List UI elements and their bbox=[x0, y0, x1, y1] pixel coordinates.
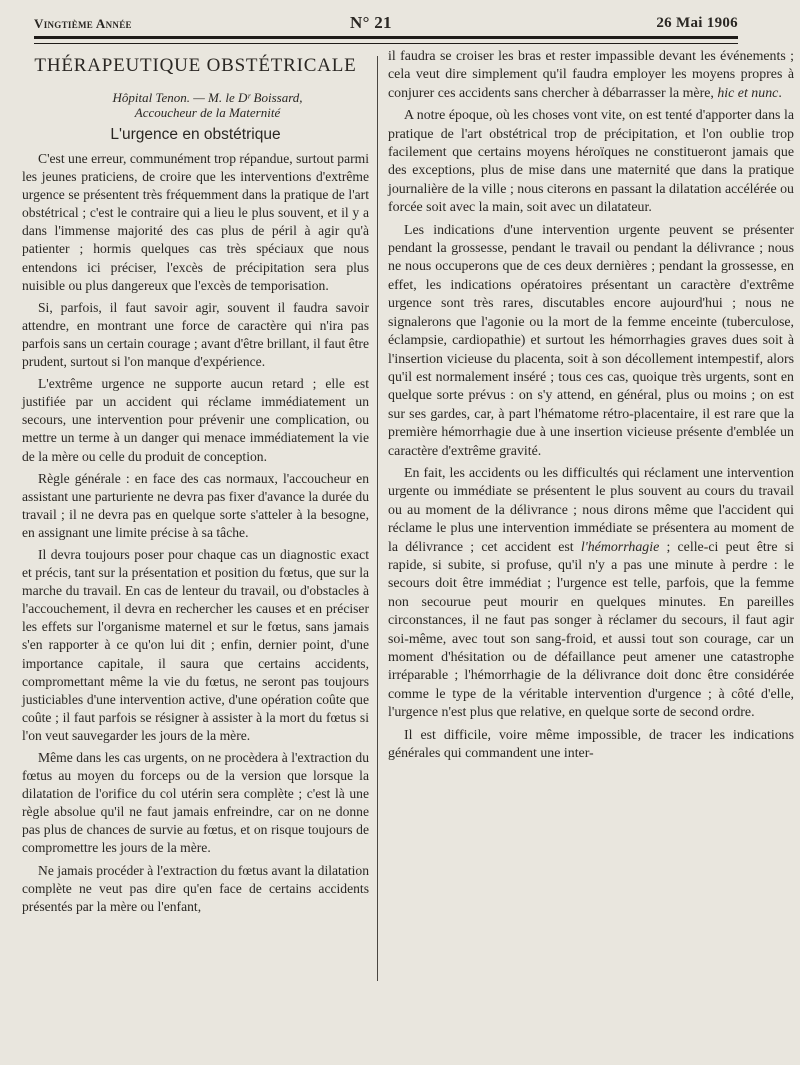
header-rule bbox=[34, 36, 738, 44]
header-date: 26 Mai 1906 bbox=[656, 15, 738, 31]
paragraph: Règle générale : en face des cas normaux, l'accoucheur en assistant une parturiente ne devra pas fixer d'avance la durée du travail ; il ne devra pas en quelque sorte s'atteler à la besogne, en assignant une limite précise à sa tâche. bbox=[22, 470, 369, 540]
paragraph: Ne jamais procéder à l'extraction du fœtus avant la dilatation complète ne veut pas dire qu'en face de certains accidents présentés par la mère ou l'enfant, bbox=[22, 862, 369, 914]
page-header bbox=[34, 12, 738, 34]
paragraph: C'est une erreur, communément trop répandue, surtout parmi les jeunes praticiens, de croire que les interventions d'extrême urgence se présentent très fréquemment dans la pratique de l'art obstétrical ; c'est le contraire qui a lieu le plus souvent, et il y a dans l'immense majorité des cas plus de péril à agir qu'à patienter ; hormis quelques cas très spéciaux que nous entendons ici préciser, l'excès de précipitation sera plus nuisible ou plus dangereux que l'excès de temporisation. bbox=[22, 151, 369, 293]
left-column bbox=[22, 50, 369, 916]
byline-role: Accoucheur de la Maternité bbox=[134, 105, 281, 120]
byline-author: Hôpital Tenon. — M. le Dʳ Boissard, bbox=[112, 90, 303, 105]
paragraph: Il est difficile, voire même impossible, de tracer les indications générales qui commandent une inter- bbox=[388, 727, 794, 762]
paragraph: Même dans les cas urgents, on ne procèdera à l'extraction du fœtus au moyen du forceps ou de la version que lorsque la dilatation de l'orifice du col utérin sera complète ; c'est là une règle absolue qu'il ne faut jamais enfreindre, car on ne donne pas plus de chances de survie au fœtus, et on risque toujours de compromettre les jours de la mère. bbox=[22, 750, 369, 856]
paragraph: Il devra toujours poser pour chaque cas un diagnostic exact et précis, tant sur la présentation et position du fœtus, que sur la marche du travail. En cas de lenteur du travail, ou d'obstacles à l'accouchement, il devra en rechercher les causes et en préciser les effets sur l'organisme maternel et sur le fœtus, sans jamais s'en rapporter à ce qu'on lui dit ; enfin, dernier point, d'une importance capitale, il saura que certains accidents, compromettant même la vie du fœtus, ne seront pas toujours justiciables d'une intervention active, d'une opération coûte que coûte ; il faut parfois se résigner à assister à la mort du fœtus si l'on veut sauvegarder les jours de la mère. bbox=[22, 546, 369, 743]
paragraph: il faudra se croiser les bras et rester impassible devant les événements ; cela veut dire simplement qu'il faudra employer les moyens propres à conjurer ces accidents sans chercher à débarrasser la mère, hic et nunc. bbox=[388, 49, 794, 101]
paragraph: Si, parfois, il faut savoir agir, souvent il faudra savoir attendre, en montrant une force de caractère qui n'ira pas parfois sans un certain courage ; avant d'être brillant, il faut être prudent, surtout si l'on manque d'expérience. bbox=[22, 299, 369, 370]
header-issue-number: N° 21 bbox=[350, 13, 392, 32]
paragraph: Les indications d'une intervention urgente peuvent se présenter pendant la grossesse, pendant le travail ou pendant la délivrance ; nous ne nous occuperons que de ces deux dernières ; pendant la grossesse, en effet, les indications opératoires présentant un caractère d'extrême urgence sont très rares, discutables encore aujourd'hui ; nous ne signalerons que l'agonie ou la mort de la femme enceinte (tuberculose, éclampsie, cardiopathie) et surtout les hémorrhagies graves dues soit à l'insertion vicieuse du placenta, soit à son décollement intempestif, alors qu'il est normalement inséré ; tous ces cas, quoique très urgents, sont en quelque sorte prévus : on s'y attend, en général, plus ou moins ; on est sur ses gardes, car, à part l'hématome rétro-placentaire, il est rare que la première hémorrhagie due à une insertion vicieuse présente d'emblée un caractère d'extrême gravité. bbox=[388, 222, 794, 459]
emphasis-term: l'hémorrhagie bbox=[580, 539, 660, 555]
byline bbox=[22, 90, 369, 120]
latin-phrase: hic et nunc bbox=[717, 85, 779, 101]
paragraph: A notre époque, où les choses vont vite, on est tenté d'apporter dans la pratique de l'art obstétrical trop de précipitation, et l'on oublie trop facilement que certains moyens héroïques ne constitueront jamais que des exceptions, plus de mise dans une maternité que dans la pratique journalière de la ville ; nous citerons en passant la dilatation accélérée ou forcée soit avec la main, soit avec un dilatateur. bbox=[388, 108, 794, 216]
section-title: THÉRAPEUTIQUE OBSTÉTRICALE bbox=[34, 55, 357, 76]
right-column bbox=[388, 48, 794, 763]
header-volume: Vingtième Année bbox=[34, 16, 132, 31]
paragraph: En fait, les accidents ou les difficultés qui réclament une intervention urgente ou immédiate se présentent le plus souvent au cours du travail ou au moment de la délivrance ; nous dirons même que l'accident qui réclame le plus une intervention immédiate se présentera au moment de la délivrance ; cet accident est l'hémorrhagie ; celle-ci peut être si rapide, si subite, si profuse, qu'il n'y a pas une minute à perdre : le secours doit être immédiat ; l'urgence est telle, parfois, que la femme non secourue peut mourir en quelques minutes. En pareilles circonstances, il ne faut pas songer à réclamer du secours, il faut agir soi-même, avec tout son sang-froid, et aussi tout son courage, car un moment d'hésitation ou de défaillance peut amener une catastrophe irréparable ; l'hémorrhagie de la délivrance doit donc être considérée comme le type de la véritable intervention d'urgence ; à côté d'elle, l'urgence n'est plus que relative, en quelque sorte de second ordre. bbox=[388, 465, 794, 721]
article-heading: L'urgence en obstétrique bbox=[110, 126, 281, 143]
column-divider bbox=[377, 56, 378, 981]
paragraph: L'extrême urgence ne supporte aucun retard ; elle est justifiée par un accident qui réclame immédiatement un secours, une intervention pour prévenir une complication, ou mettre un terme à un danger qui menace immédiatement la vie de la mère ou celle du produit de conception. bbox=[22, 376, 369, 464]
